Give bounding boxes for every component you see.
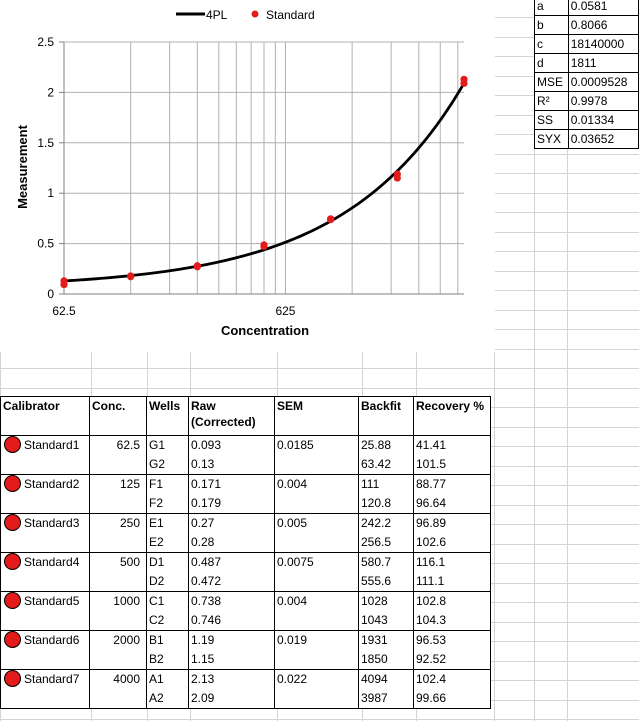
y-tick-label: 2 bbox=[47, 85, 54, 100]
calibrator-name: Standard3 bbox=[24, 516, 80, 530]
backfit-cell: 3987 bbox=[359, 689, 414, 709]
raw-cell: 2.13 bbox=[189, 670, 275, 690]
conc-cell bbox=[90, 494, 147, 514]
legend-standard-label: Standard bbox=[266, 8, 315, 22]
conc-cell: 125 bbox=[90, 475, 147, 495]
param-value: 0.01334 bbox=[568, 111, 638, 130]
calibrator-row bbox=[1, 455, 491, 475]
sem-cell bbox=[275, 455, 359, 475]
conc-cell: 2000 bbox=[90, 631, 147, 651]
calibrator-header-row bbox=[1, 397, 491, 436]
conc-cell: 250 bbox=[90, 514, 147, 534]
well-cell: D1 bbox=[147, 553, 189, 573]
conc-cell bbox=[90, 611, 147, 631]
legend-standard-swatch bbox=[252, 11, 259, 18]
recovery-cell: 88.77 bbox=[414, 475, 491, 495]
calibrator-row bbox=[1, 553, 491, 573]
sem-cell: 0.004 bbox=[275, 592, 359, 612]
standard-point bbox=[60, 277, 67, 284]
param-value: 1811 bbox=[568, 54, 638, 73]
recovery-cell: 104.3 bbox=[414, 611, 491, 631]
sem-cell: 0.022 bbox=[275, 670, 359, 690]
x-tick-label: 62.5 bbox=[52, 304, 76, 318]
backfit-cell: 1850 bbox=[359, 650, 414, 670]
recovery-cell: 96.64 bbox=[414, 494, 491, 514]
y-tick-label: 0.5 bbox=[37, 236, 54, 251]
backfit-cell: 1028 bbox=[359, 592, 414, 612]
standard-point bbox=[327, 215, 334, 222]
well-cell: F1 bbox=[147, 475, 189, 495]
raw-cell: 0.171 bbox=[189, 475, 275, 495]
backfit-cell: 63.42 bbox=[359, 455, 414, 475]
calibrator-name: Standard7 bbox=[24, 672, 80, 686]
recovery-cell: 99.66 bbox=[414, 689, 491, 709]
sem-cell: 0.019 bbox=[275, 631, 359, 651]
param-value: 0.0009528 bbox=[568, 73, 638, 92]
raw-cell: 0.738 bbox=[189, 592, 275, 612]
calibrator-row bbox=[1, 670, 491, 690]
well-cell: D2 bbox=[147, 572, 189, 592]
y-tick-label: 1 bbox=[47, 186, 54, 201]
conc-cell: 500 bbox=[90, 553, 147, 573]
sem-cell: 0.0185 bbox=[275, 436, 359, 456]
x-tick-label: 625 bbox=[275, 304, 296, 318]
header-calibrator: Calibrator bbox=[1, 397, 90, 436]
conc-cell bbox=[90, 455, 147, 475]
calibrator-row bbox=[1, 592, 491, 612]
calibrator-name-cell bbox=[1, 514, 90, 534]
header-sem: SEM bbox=[275, 397, 359, 436]
recovery-cell: 102.6 bbox=[414, 533, 491, 553]
sem-cell bbox=[275, 494, 359, 514]
raw-cell: 0.746 bbox=[189, 611, 275, 631]
recovery-cell: 96.89 bbox=[414, 514, 491, 534]
backfit-cell: 111 bbox=[359, 475, 414, 495]
calibrator-name-cell bbox=[1, 436, 90, 456]
calibrator-marker-icon bbox=[4, 631, 21, 648]
sem-cell: 0.005 bbox=[275, 514, 359, 534]
well-cell: E1 bbox=[147, 514, 189, 534]
calibrator-row bbox=[1, 650, 491, 670]
calibrator-name-cell bbox=[1, 670, 90, 690]
recovery-cell: 101.5 bbox=[414, 455, 491, 475]
well-cell: A1 bbox=[147, 670, 189, 690]
standard-point bbox=[194, 262, 201, 269]
param-value: 0.8066 bbox=[568, 16, 638, 35]
conc-cell bbox=[90, 650, 147, 670]
calibrator-row bbox=[1, 475, 491, 495]
backfit-cell: 25.88 bbox=[359, 436, 414, 456]
backfit-cell: 242.2 bbox=[359, 514, 414, 534]
calibrator-name: Standard6 bbox=[24, 633, 80, 647]
param-row bbox=[535, 130, 639, 149]
calibrator-name-cell bbox=[1, 553, 90, 573]
recovery-cell: 116.1 bbox=[414, 553, 491, 573]
param-row bbox=[535, 92, 639, 111]
calibrator-name-cell bbox=[1, 533, 90, 553]
param-name: a bbox=[535, 0, 569, 16]
well-cell: E2 bbox=[147, 533, 189, 553]
tick-labels-group bbox=[37, 35, 295, 318]
recovery-cell: 111.1 bbox=[414, 572, 491, 592]
backfit-cell: 4094 bbox=[359, 670, 414, 690]
recovery-cell: 96.53 bbox=[414, 631, 491, 651]
backfit-cell: 1043 bbox=[359, 611, 414, 631]
conc-cell bbox=[90, 533, 147, 553]
raw-cell: 0.179 bbox=[189, 494, 275, 514]
param-row bbox=[535, 73, 639, 92]
backfit-cell: 555.6 bbox=[359, 572, 414, 592]
calibrator-row bbox=[1, 611, 491, 631]
sem-cell bbox=[275, 533, 359, 553]
calibrator-row bbox=[1, 631, 491, 651]
calibrator-name-cell bbox=[1, 592, 90, 612]
param-name: d bbox=[535, 54, 569, 73]
param-name: SYX bbox=[535, 130, 569, 149]
calibrator-name-cell bbox=[1, 572, 90, 592]
conc-cell bbox=[90, 689, 147, 709]
backfit-cell: 1931 bbox=[359, 631, 414, 651]
raw-cell: 0.28 bbox=[189, 533, 275, 553]
recovery-cell: 41.41 bbox=[414, 436, 491, 456]
standard-curve-chart bbox=[0, 0, 495, 352]
well-cell: B2 bbox=[147, 650, 189, 670]
y-axis-title: Measurement bbox=[15, 125, 30, 209]
header-raw: Raw (Corrected) bbox=[189, 397, 275, 436]
plot-grid bbox=[64, 42, 464, 294]
calibrator-marker-icon bbox=[4, 514, 21, 531]
calibrator-row bbox=[1, 572, 491, 592]
calibrator-row bbox=[1, 533, 491, 553]
calibrator-marker-icon bbox=[4, 553, 21, 570]
y-tick-label: 0 bbox=[47, 287, 54, 301]
calibrator-row bbox=[1, 689, 491, 709]
raw-cell: 1.15 bbox=[189, 650, 275, 670]
param-name: b bbox=[535, 16, 569, 35]
standard-point bbox=[127, 272, 134, 279]
header-wells: Wells bbox=[147, 397, 189, 436]
calibrator-name: Standard5 bbox=[24, 594, 80, 608]
well-cell: F2 bbox=[147, 494, 189, 514]
conc-cell bbox=[90, 572, 147, 592]
calibrator-name-cell bbox=[1, 455, 90, 475]
param-row bbox=[535, 16, 639, 35]
chart-legend bbox=[176, 8, 315, 22]
raw-cell: 0.472 bbox=[189, 572, 275, 592]
header-recovery: Recovery % bbox=[414, 397, 491, 436]
legend-4pl-label: 4PL bbox=[206, 8, 228, 22]
param-name: SS bbox=[535, 111, 569, 130]
backfit-cell: 120.8 bbox=[359, 494, 414, 514]
calibrator-name: Standard2 bbox=[24, 477, 80, 491]
header-backfit: Backfit bbox=[359, 397, 414, 436]
param-name: MSE bbox=[535, 73, 569, 92]
calibrator-name-cell bbox=[1, 689, 90, 709]
conc-cell: 1000 bbox=[90, 592, 147, 612]
raw-cell: 0.27 bbox=[189, 514, 275, 534]
param-value: 0.03652 bbox=[568, 130, 638, 149]
well-cell: B1 bbox=[147, 631, 189, 651]
calibrator-marker-icon bbox=[4, 436, 21, 453]
well-cell: G2 bbox=[147, 455, 189, 475]
raw-cell: 2.09 bbox=[189, 689, 275, 709]
recovery-cell: 102.8 bbox=[414, 592, 491, 612]
calibrator-marker-icon bbox=[4, 592, 21, 609]
raw-cell: 0.487 bbox=[189, 553, 275, 573]
conc-cell: 4000 bbox=[90, 670, 147, 690]
y-tick-label: 1.5 bbox=[37, 135, 54, 150]
x-axis-title: Concentration bbox=[220, 323, 310, 338]
backfit-cell: 580.7 bbox=[359, 553, 414, 573]
param-name: R² bbox=[535, 92, 569, 111]
plot-axes bbox=[59, 42, 464, 294]
sem-cell bbox=[275, 689, 359, 709]
sem-cell: 0.0075 bbox=[275, 553, 359, 573]
param-value: 0.9978 bbox=[568, 92, 638, 111]
well-cell: C2 bbox=[147, 611, 189, 631]
calibrator-name-cell bbox=[1, 611, 90, 631]
calibrator-name: Standard4 bbox=[24, 555, 80, 569]
calibrator-name-cell bbox=[1, 650, 90, 670]
param-row bbox=[535, 0, 639, 16]
raw-cell: 1.19 bbox=[189, 631, 275, 651]
calibrator-row bbox=[1, 494, 491, 514]
recovery-cell: 92.52 bbox=[414, 650, 491, 670]
param-name: c bbox=[535, 35, 569, 54]
calibrator-name-cell bbox=[1, 494, 90, 514]
param-row bbox=[535, 35, 639, 54]
backfit-cell: 256.5 bbox=[359, 533, 414, 553]
standard-point bbox=[260, 243, 267, 250]
calibrator-name: Standard1 bbox=[24, 438, 80, 452]
header-conc: Conc. bbox=[90, 397, 147, 436]
sem-cell bbox=[275, 572, 359, 592]
y-tick-label: 2.5 bbox=[37, 35, 54, 49]
calibrator-row bbox=[1, 514, 491, 534]
sem-cell: 0.004 bbox=[275, 475, 359, 495]
recovery-cell: 102.4 bbox=[414, 670, 491, 690]
standard-point bbox=[394, 174, 401, 181]
calibrator-marker-icon bbox=[4, 670, 21, 687]
raw-cell: 0.093 bbox=[189, 436, 275, 456]
conc-cell: 62.5 bbox=[90, 436, 147, 456]
param-row bbox=[535, 54, 639, 73]
calibrator-row bbox=[1, 436, 491, 456]
calibrator-name-cell bbox=[1, 475, 90, 495]
well-cell: A2 bbox=[147, 689, 189, 709]
sem-cell bbox=[275, 650, 359, 670]
standard-point bbox=[460, 80, 467, 87]
calibrator-table bbox=[0, 396, 491, 709]
raw-cell: 0.13 bbox=[189, 455, 275, 475]
fit-parameters-table bbox=[534, 0, 639, 149]
calibrator-marker-icon bbox=[4, 475, 21, 492]
well-cell: G1 bbox=[147, 436, 189, 456]
param-value: 18140000 bbox=[568, 35, 638, 54]
param-row bbox=[535, 111, 639, 130]
sem-cell bbox=[275, 611, 359, 631]
param-value: 0.0581 bbox=[568, 0, 638, 16]
calibrator-name-cell bbox=[1, 631, 90, 651]
well-cell: C1 bbox=[147, 592, 189, 612]
